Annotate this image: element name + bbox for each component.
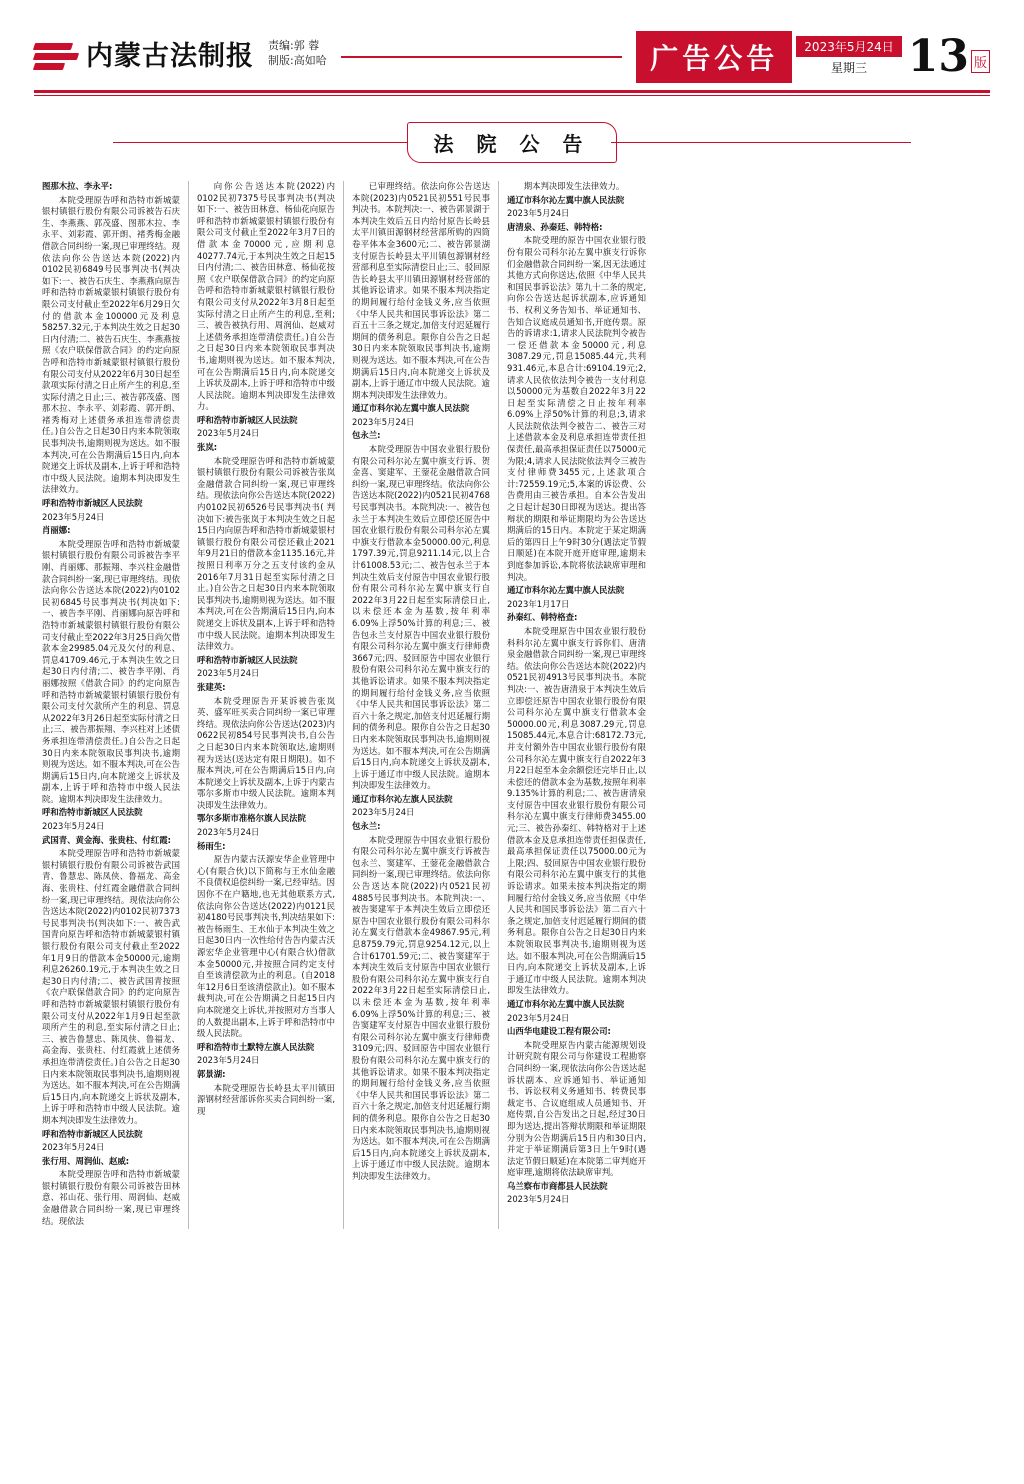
notice-body: 本院受理原告内蒙古能源规划设计研究院有限公司与你建设工程勘察合同纠纷一案,现依法向你公告送达起诉状副本、应诉通知书、举证通知书、诉讼权利义务通知书、转费民事裁定书、合议庭组成人员通知书、开庭传票,自公告发出之日起,经过30日即为送达,提出答辩状期限和举证期限分别为公告期满后15日内和30日内,并定于举证期满后第3日上午9时(遇法定节假日顺延)在本院第二审判庭开庭审理,逾期将依法缺席审判。	[507, 1039, 646, 1178]
notice-date: 2023年5月24日	[42, 511, 105, 522]
notice-date: 2023年5月24日	[352, 416, 415, 427]
notice-date: 2023年5月24日	[507, 1194, 570, 1205]
notice-date: 2023年5月24日	[42, 1142, 105, 1153]
masthead-right	[636, 28, 990, 86]
column-4	[499, 181, 654, 1229]
notice-body: 期本判决即发生法律效力。	[523, 181, 625, 191]
editor-credit: 责编:郭 蓉	[268, 39, 320, 52]
issue-date-text: 2023年5月24日	[796, 36, 901, 57]
article-columns	[34, 181, 990, 1229]
banner-title: 法 院 公 告	[407, 122, 618, 163]
notice-body: 本院受理原告呼和浩特市新城蒙银村镇银行股份有限公司诉被告张岚金融借款合同纠纷一案,现已审理终结。现依法向你公告送达本院(2022)内0102民初6526号民事判决书( 判决如下:被告张岚于本判决生效之日起15日内向原告呼和浩特市新城蒙银村镇银行股份有限公司偿还截止2021年9月21日的借款本金1135.16元,并按照日利率万分之五支付该约金从2016年7月31日起至实际付清之日止。)自公告之日起30日内来本院领取民事判决书,逾期则视为送达。如不服本判决,可在公告期满后15日内,向本院递交上诉状及副本,上诉于呼和浩特市中级人民法院。逾期本判决即发生法律效力。	[197, 455, 335, 652]
issuing-court: 通辽市科尔沁左翼中旗人民法院	[507, 194, 625, 205]
notice-body: 向你公告送达本院(2022)内0102民初7375号民事判决书(判决如下:一、被告田林意、杨仙花向原告呼和浩特市新城蒙银村镇银行股份有限公司支付截止至2022年3月7日的借款本金70000元,应期利息40277.74元,于本判决生效之日起15日内付清;二、被告田林意、杨仙花按照《农户联保借款合同》的约定向原告呼和浩特市新城蒙银村镇银行股份有限公司支付从2022年3月8日起至实际付清之日止所产生的利息,至利;三、被告被执行用、周润仙、赵威对上述债务承担连带清偿责任。)自公告之日起30日内来本院领取民事判决书,逾期则视为送达。如不服本判决,可在公告期满后15日内,向本院递交上诉状及副本,上诉于呼和浩特市中级人民法院。逾期本判决即发生法律效力。	[197, 181, 335, 412]
notice-addressee: 肖丽娜:	[42, 525, 71, 536]
notice-date: 2023年1月17日	[507, 598, 570, 609]
paper-name: 内蒙古法制报	[86, 41, 254, 72]
column-2	[189, 181, 344, 1229]
notice-addressee: 唐清泉、孙秦廷、韩特格:	[507, 221, 603, 232]
issuing-court: 通辽市科尔沁左翼中旗人民法院	[507, 998, 625, 1009]
notice-body: 本院受理原告中国农业银行股份科科尔沁左翼中旗支行诉你们、唐清泉金融借款合同纠纷一案,现已审理终结。依法向你公告送达本院(2022)内0521民初4913号民事判决书。本院判决:一、被告唐清泉于本判决生效后立即偿还原告中国农业银行股份有限公司科尔沁左翼中旗支行借款本金50000.00元,利息3087.29元,罚息15085.44元,本息合计:68172.73元,并支付额外告中国农业银行股份有限公司科尔沁左翼中旗支行自2022年3月22日起至本金余额偿还完毕日止,以未偿还的借款本金为基数,按照年利率9.135%计算的利息;二、被告唐清泉支付原告中国农业银行股份有限公司科尔沁左翼中旗支行律师费3455.00元;三、被告孙秦红、韩特格对于上述借款本金及息承担连带责任担保责任,最高承担保证责任以75000.00元为上限;四、驳回原告中国农业银行股份有限公司科尔沁左翼中旗支行的其他诉讼请求。如果未按本判决指定的期间履行给付金钱义务,应当依照《中华人民共和国民事诉讼法》第二百六十条之规定,加倍支付迟延履行期间的债务利息。限你自公告之日起30日内来本院领取民事判决书,逾期则视为送达。如不服本判决,可在公告期满后15日内,向本院递交上诉状及副本,上诉于通辽市中级人民法院。逾期本判决即发生法律效力。	[507, 625, 646, 996]
notice-addressee: 包永兰:	[352, 821, 381, 832]
notice-addressee: 武国青、黄金海、张贵柱、付红霞:	[42, 834, 171, 845]
issue-weekday: 星期三	[831, 61, 868, 75]
credits	[268, 28, 327, 86]
notice-date: 2023年5月24日	[42, 821, 105, 832]
issuing-court: 鄂尔多斯市准格尔旗人民法院	[197, 813, 306, 824]
page-number: 13	[907, 31, 969, 83]
notice-addressee: 孙秦红、韩特格查:	[507, 612, 578, 623]
notice-date: 2023年5月24日	[197, 428, 260, 439]
notice-addressee: 张行用、周润仙、赵威:	[42, 1155, 130, 1166]
banner-rule-left	[113, 142, 413, 143]
notice-body: 本院受理的原告中国农业银行股份有限公司科尔沁左翼中旗支行诉你们金融借款合同纠纷一案,因无法通过其他方式向你送达,依照《中华人民共和国民事诉讼法》第九十二条的规定,向你公告送达起诉状副本,应诉通知书、权利义务告知书、举证通知书、告知合议庭成员通知书,开庭传票。原告的诉请求:1,请求人民法院判令被告一偿还借款本金50000元,利息3087.29元,罚息15085.44元,共利931.46元,本息合计:69104.19元;2,请求人民依依法判令被告一支付利息以50000元为基数自2022年3月22日起至实际清偿之日止按年利率6.09%上浮50%计算的利息;3,请求人民法院依法判令被告二、被告三对上述借款本金及利息承担连带责任担保责任,最高承担保证责任以75000元为限;4,请求人民法院依法判令三被告支付律师费3455元,上述款项合计:72559.19元;5,本案的诉讼费、公告费用由三被告承担。自本公告发出之日起计起30日即视为送达。提出答辩状的期限和举证期限均为公告送达期满后的15日内。本院定于某定期满后的第四日上午9时30分(遇法定节假日顺延)在本院开庭开庭审理,逾期未到庭参加诉讼,本院将依法缺席审理和判决。	[507, 235, 646, 582]
flag-logo-icon	[34, 37, 80, 77]
issuing-court: 呼和浩特市新城区人民法院	[42, 498, 143, 509]
issue-date	[796, 36, 901, 78]
notice-date: 2023年5月24日	[197, 827, 260, 838]
notice-body: 原告内蒙古沃源安华企业管理中心(有限合伙)以下简称与王水仙金融不良债权追偿纠纷一案,已经审结。因因你不在户籍地,也无其他联系方式,依法向你公告送达(2022)内0121民初4180号民事判决书,判决结果如下:被告杨雨生、王水仙于本判决生效之日起30日内一次性给付告告内蒙古沃源宏华企业管理中心(有限合伙)借款本金50000元,并按照合同约定支付自至该清偿款为止的利息。(自2018年12月6日至该清偿款止)。如不服本裁判决,可在公告期满之日起15日内向本院递交上诉状,并按照对方当事人的人数提出副本,上诉于呼和浩特市中级人民法院。	[197, 854, 335, 1039]
masthead-divider	[341, 56, 623, 58]
paper-logo	[34, 28, 254, 86]
notice-addressee: 杨雨生:	[197, 840, 226, 851]
notice-date: 2023年5月24日	[197, 668, 260, 679]
notice-body: 本院受理原告呼和浩特市新城蒙银村镇银行股份有限公司诉被告李平刚、肖丽娜、那振翔、李兴柱金融借款合同纠纷一案,现已审理终结。现依法向你公告送达本院(2022)内0102民初6845号民事判决书(判决如下:一、被告李平刚、肖丽娜向原告呼和浩特市新城蒙银村镇银行股份有限公司支付截止至2022年3月25日尚欠借款本金29985.04元及欠付的利息、罚息41709.46元,于本判决生效之日起30日内付清;二、被告李平刚、肖丽娜按照《借款合同》的约定向原告呼和浩特市新城蒙银村镇银行股份有限公司支付欠款所产生的利息、罚息从2022年3月26日起至实际付清之日止;三、被告那振翔、李兴柱对上述债务承担连带清偿责任。)自公告之日起30日内来本院领取民事判决书,逾期则视为送达。如不服本判决,可在公告期满后15日内,向本院递交上诉状及副本,上诉于呼和浩特市中级人民法院。逾期本判决即发生法律效力。	[42, 538, 180, 804]
masthead-rule-thin	[34, 95, 990, 96]
page-number-unit: 版	[971, 50, 990, 73]
notice-addressee: 包永兰:	[352, 430, 381, 441]
notice-body: 已审理终结。依法向你公告送达本院(2023)内0521民初551号民事判决书。本院判决:一、被告郭景湖于本判决生效后五日内给付原告长岭县太平川镇田源钢材经营部所购的四筒卷平体本金3600元;二、被告郭景湖支付原告长岭县太平川镇包源钢材经营部利息至实际清偿日止;三、驳回原告长岭县太平川镇田源钢材经营部的其他诉讼请求。如果不服本判决指定的期间履行给付金钱义务,应当依照《中华人民共和国民事诉讼法》第二百五十三条之规定,加倍支付迟延履行期间的债务利息。限你自公告之日起30日内来本院领取民事判决书,逾期则视为送达。如不服本判决,可在公告期满后15日内,向本院递交上诉状及副本,上诉于通辽市中级人民法院。逾期本判决即发生法律效力。	[352, 181, 490, 400]
notice-date: 2023年5月24日	[507, 1012, 570, 1023]
page-number-block	[907, 31, 990, 83]
layout-credit: 制版:高如哈	[268, 54, 327, 67]
notice-addressee: 山西华电建设工程有限公司:	[507, 1026, 611, 1037]
notice-date: 2023年5月24日	[352, 807, 415, 818]
banner-rule-right	[611, 142, 911, 143]
notice-body: 本院受理原告长岭县太平川镇田源钢材经营部诉你买卖合同纠纷一案,现	[197, 1082, 335, 1116]
notice-body: 本院受理原告呼和浩特市新城蒙银村镇银行股份有限公司诉被告田林意、祁山花、张行用、周润仙、赵威金融借款合同纠纷一案,现已审理终结。现依法	[42, 1169, 180, 1226]
issuing-court: 呼和浩特市新城区人民法院	[42, 1128, 143, 1139]
notice-body: 本院受理原告中国农业银行股份有限公司科尔沁左翼中旗支行诉、贺金喜、窦建军、王蓥花金融借款合同纠纷一案,现已审理终结。依法向你公告送达本院(2022)内0521民初4768号民事判决书。本院判决:一、被告包永兰于本判决生效后立即偿还原告中国农业银行股份有限公司科尔沁左翼中旗支行借款本金50000.00元,利息1797.39元,罚息9211.14元,以上合计61008.53元;二、被告包永兰于本判决生效后支付原告中国农业银行股份有限公司科尔沁左翼中旗支行自2022年3月22日起至实际清偿日止,以未偿还本金为基数,按年利率6.09%上浮50%计算的利息;三、被告包永兰支付原告中国农业银行股份有限公司科尔沁左翼中旗支行律师费3667元;四、驳回原告中国农业银行股份有限公司科尔沁左翼中旗支行的其他诉讼请求。如果不服本判决指定的期间履行给付金钱义务,应当依照《中华人民共和国民事诉讼法》第二百六十条之规定,加倍支付迟延履行期间的债务利息。限你自公告之日起30日内来本院领取民事判决书,逾期则视为送达。如不服本判决,可在公告期满后15日内,向本院递交上诉状及副本,上诉于通辽市中级人民法院。逾期本判决即发生法律效力。	[352, 444, 490, 791]
masthead	[34, 28, 990, 86]
notice-body: 本院受理原告呼和浩特市新城蒙银村镇银行股份有限公司诉被告石庆生、李燕燕、郭茂盛、图那木拉、李永平、刘彩霞、郭开朗、褚秀梅金融借款合同纠纷一案,现已审理终结。现依法向你公告送达本院(2022)内0102民初6849号民事判决书(判决如下:一、被告石庆生、李燕燕向原告呼和浩特市新城蒙银村镇银行股份有限公司支付截止至2022年6月29日欠付的借款本金100000元及利息58257.32元,于本判决生效之日起30日内付清;二、被告石庆生、李燕燕按照《农户联保借款合同》的约定向原告呼和浩特市新城蒙银村镇银行股份有限公司支付从2022年6月30日起至款项实际付清之日止所产生的利息,至实际付清之日止;三、被告郭茂盛、图那木拉、李永平、刘彩霞、郭开朗、褚秀梅对上述债务承担连带清偿责任。)自公告之日起30日内来本院领取民事判决书,逾期则视为送达。如不服本判决,可在公告期满后15日内,向本院递交上诉状及副本,上诉于呼和浩特市中级人民法院。逾期本判决即发生法律效力。	[42, 194, 180, 495]
notice-addressee: 张岚:	[197, 442, 218, 453]
notice-body: 本院受理原告中国农业银行股份有限公司科尔沁左翼中旗支行诉被告包永兰、窦建军、王蓥花金融借款合同纠纷一案,现已审理终结。依法向你公告送达本院(2022)内0521民初4885号民事判决书。本院判决:一、被告窦建军于本判决生效后立即偿还原告中国农业银行股份有限公司科尔沁左翼支行借款本金49867.95元,利息8759.79元,罚息9254.12元,以上合计61701.59元;二、被告窦建军于本判决生效后支付原告中国农业银行股份有限公司科尔沁左翼中旗支行自2022年3月22日起至实际清偿日止,以未偿还本金为基数,按年利率6.09%上浮50%计算的利息;三、被告窦建军支付原告中国农业银行股份有限公司科尔沁左翼中旗支行律师费3109元;四、驳回原告中国农业银行股份有限公司科尔沁左翼中旗支行的其他诉讼请求。如果不服本判决指定的期间履行给付金钱义务,应当依照《中华人民共和国民事诉讼法》第二百六十条之规定,加倍支付迟延履行期间的债务利息。限你自公告之日起30日内来本院领取民事判决书,逾期则视为送达。如不服本判决,可在公告期满后15日内,向本院递交上诉状及副本,上诉于通辽市中级人民法院。逾期本判决即发生法律效力。	[352, 834, 490, 1181]
issuing-court: 乌兰察布市商都县人民法院	[507, 1180, 608, 1191]
notice-date: 2023年5月24日	[197, 1055, 260, 1066]
section-banner	[34, 122, 990, 163]
masthead-rule-thick	[34, 90, 990, 93]
column-3	[344, 181, 499, 1229]
column-1	[34, 181, 189, 1229]
notice-addressee: 图那木拉、李永平:	[42, 181, 113, 191]
notice-body: 本院受理原告呼和浩特市新城蒙银村镇银行股份有限公司诉被告武国青、鲁慧忠、陈凤侠、鲁福龙、高金海、张贵柱、付红霞金融借款合同纠纷一案,现已审理终结。现依法向你公告送达本院(2022)内0102民初7373号民事判决书(判决如下:一、被告武国青向原告呼和浩特市新城蒙银村镇银行股份有限公司支付截止至2022年1月9日的借款本金50000元,逾期利息26260.19元,于本判决生效之日起30日内付清;二、被告武国青按照《农户联保借款合同》的约定向原告呼和浩特市新城蒙银村镇银行股份有限公司支付从2022年1月9日起至款项所产生的利息,至实际付清之日止;三、被告鲁慧忠、陈凤侠、鲁福龙、高金海、张贵柱、付红霞就上述债务承担连带清偿责任。)自公告之日起30日内来本院领取民事判决书,逾期则视为送达。如不服本判决,可在公告期满后15日内,向本院递交上诉状及副本,上诉于呼和浩特市中级人民法院。逾期本判决即发生法律效力。	[42, 848, 180, 1125]
notice-date: 2023年5月24日	[507, 208, 570, 219]
issuing-court: 通辽市科尔沁左翼中旗人民法院	[352, 403, 470, 414]
issuing-court: 呼和浩特市土默特左旗人民法院	[197, 1041, 315, 1052]
issuing-court: 通辽市科尔沁左翼中旗人民法院	[507, 585, 625, 596]
issuing-court: 呼和浩特市新城区人民法院	[197, 654, 298, 665]
issuing-court: 通辽市科尔沁左旗人民法院	[352, 793, 453, 804]
notice-addressee: 郭景湖:	[197, 1068, 226, 1079]
notice-addressee: 张建英:	[197, 681, 226, 692]
issuing-court: 呼和浩特市新城区人民法院	[42, 807, 143, 818]
section-title-badge: 广告公告	[636, 31, 792, 83]
notice-body: 本院受理原告开某诉被告张岚英、盛军旺买卖合同纠纷一案已审理终结。现依法向你公告送达(2023)内0622民初854号民事判决书,自公告之日起30日内来本院领取达,逾期则视为送达(送达定有限日期限)。如不服本判决,可在公告期满后15日内,向本院递交上诉状及副本,上诉于内蒙古鄂尔多斯市中级人民法院。逾期本判决即发生法律效力。	[197, 695, 335, 810]
issuing-court: 呼和浩特市新城区人民法院	[197, 414, 298, 425]
